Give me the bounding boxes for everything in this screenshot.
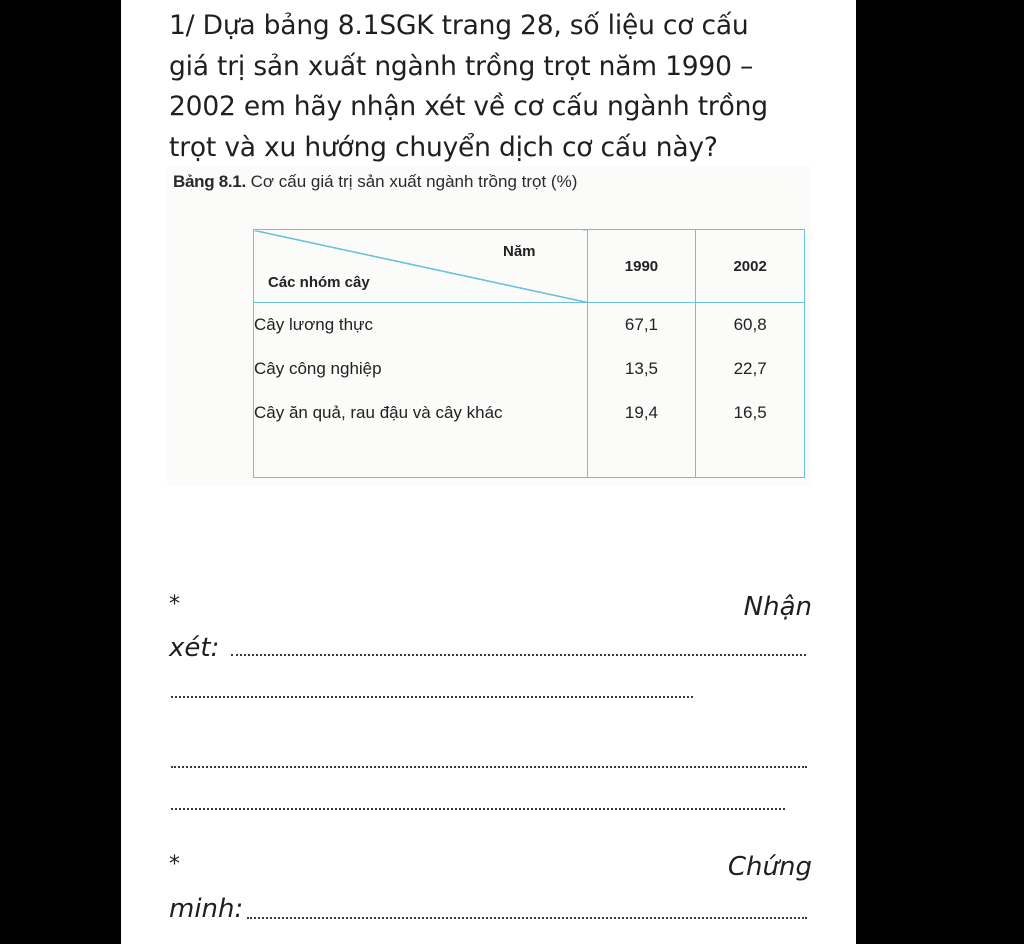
value-1990: 19,4	[624, 403, 658, 422]
textbook-table-image	[167, 166, 811, 486]
value-2002: 22,7	[733, 359, 767, 378]
value-2002: 16,5	[733, 403, 767, 422]
header-year-2002: 2002	[696, 230, 805, 303]
chung-minh-label-part1: Chứng	[727, 852, 812, 882]
question-line: 1/ Dựa bảng 8.1SGK trang 28, số liệu cơ cấu	[169, 10, 749, 41]
question-line: 2002 em hãy nhận xét về cơ cấu ngành trồng	[169, 91, 768, 122]
crop-group-column	[254, 303, 588, 478]
answer-dotted-line[interactable]	[231, 654, 806, 656]
question-line: trọt và xu hướng chuyển dịch cơ cấu này?	[169, 131, 718, 163]
crop-group-name: Cây công nghiệp	[254, 359, 382, 378]
value-1990: 13,5	[624, 359, 658, 378]
crop-group-name: Cây lương thực	[254, 315, 373, 334]
header-year-1990: 1990	[587, 230, 696, 303]
table-caption-title: Cơ cấu giá trị sản xuất ngành trồng trọt (%)	[245, 172, 578, 191]
table-caption-number: Bảng 8.1.	[173, 172, 246, 191]
values-1990-column	[587, 303, 696, 478]
table-header-row	[254, 230, 805, 303]
question-line: giá trị sản xuất ngành trồng trọt năm 1990 –	[169, 50, 754, 82]
value-1990: 67,1	[624, 315, 658, 334]
answer-dotted-line[interactable]	[247, 917, 807, 919]
chung-minh-label-part2: minh:	[169, 894, 244, 924]
value-2002: 60,8	[733, 315, 767, 334]
answer-dotted-line[interactable]	[171, 696, 693, 698]
nhan-xet-label-part2: xét:	[169, 633, 220, 663]
data-table	[253, 229, 805, 478]
nhan-xet-label-part1: Nhận	[743, 592, 812, 622]
worksheet-page	[121, 0, 856, 944]
header-year-label: Năm	[503, 243, 536, 260]
header-group-label: Các nhóm cây	[268, 274, 370, 291]
question-text	[169, 6, 819, 168]
answer-dotted-line[interactable]	[171, 766, 807, 768]
answer-dotted-line[interactable]	[171, 808, 785, 810]
table-caption	[173, 172, 577, 192]
bullet-star: *	[169, 852, 180, 877]
table-body-row	[254, 303, 805, 478]
values-2002-column	[696, 303, 805, 478]
diagonal-header-cell	[254, 230, 588, 303]
bullet-star: *	[169, 592, 180, 617]
crop-group-name: Cây ăn quả, rau đậu và cây khác	[254, 403, 503, 422]
